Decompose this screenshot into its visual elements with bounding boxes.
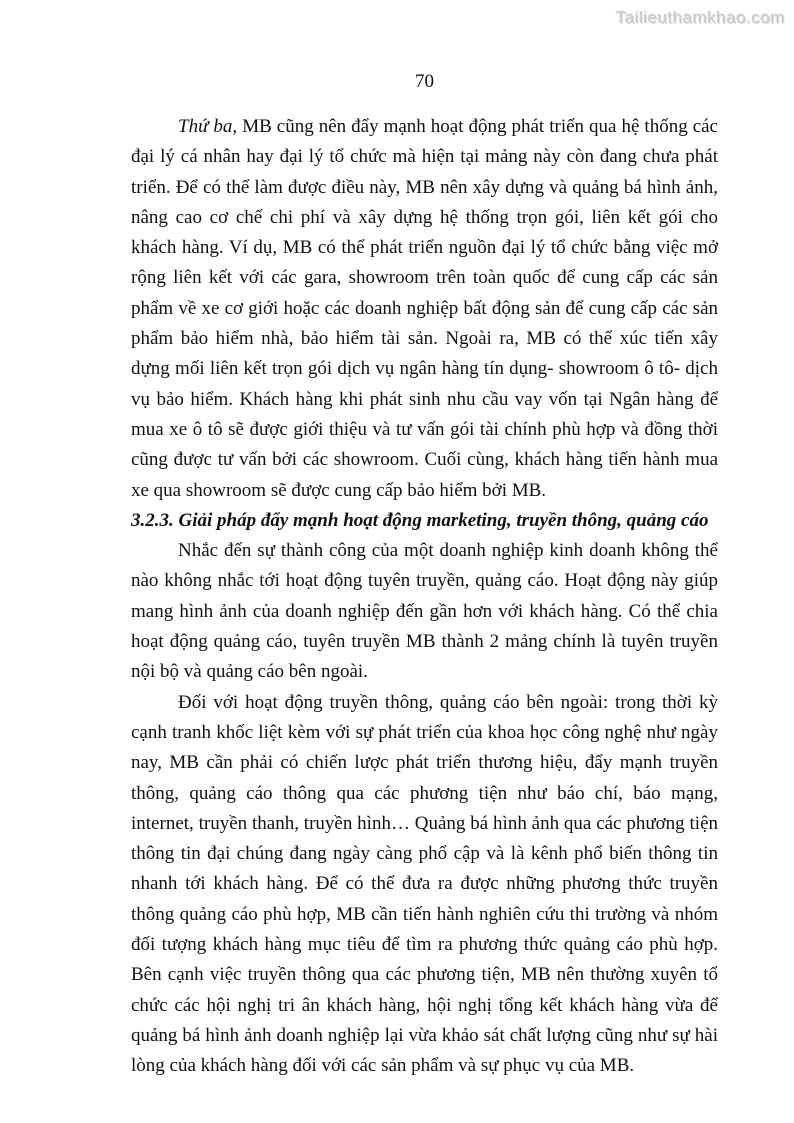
- paragraph-lead-emphasis: Thứ ba,: [178, 116, 238, 137]
- paragraph-agency-development: [131, 112, 718, 506]
- document-body: [131, 112, 718, 1082]
- page-number: 70: [415, 71, 434, 92]
- paragraph-external-media: Đối với hoạt động truyền thông, quảng cáo bên ngoài: trong thời kỳ cạnh tranh khốc liệt kèm với sự phát triển của khoa học công nghệ như ngày nay, MB cần phải có chiến lược phát triển thương hiệu, đẩy mạnh truyền thông, quảng cáo thông qua các phương tiện như báo chí, báo mạng, internet, truyền thanh, truyền hình… Quảng bá hình ảnh qua các phương tiện thông tin đại chúng đang ngày càng phổ cập và là kênh phổ biến thông tin nhanh tới khách hàng. Để có thể đưa ra được những phương thức truyền thông quảng cáo phù hợp, MB cần tiến hành nghiên cứu thi trường và nhóm đối tượng khách hàng mục tiêu để tìm ra phương thức quảng cáo phù hợp. Bên cạnh việc truyền thông qua các phương tiện, MB nên thường xuyên tổ chức các hội nghị tri ân khách hàng, hội nghị tổng kết khách hàng vừa để quảng bá hình ảnh doanh nghiệp lại vừa khảo sát chất lượng cũng như sự hài lòng của khách hàng đối với các sản phẩm và sự phục vụ của MB.: [131, 691, 718, 1077]
- section-heading: 3.2.3. Giải pháp đẩy mạnh hoạt động marketing, truyền thông, quảng cáo: [131, 509, 709, 531]
- paragraph-marketing-intro: Nhắc đến sự thành công của một doanh nghiệp kinh doanh không thể nào không nhắc tới hoạt động tuyên truyền, quảng cáo. Hoạt động này giúp mang hình ảnh của doanh nghiệp đến gần hơn với khách hàng. Có thể chia hoạt động quảng cáo, tuyên truyền MB thành 2 mảng chính là tuyên truyền nội bộ và quảng cáo bên ngoài.: [131, 540, 718, 683]
- paragraph-body-text: MB cũng nên đẩy mạnh hoạt động phát triển qua hệ thống các đại lý cá nhân hay đại lý tổ chức mà hiện tại mảng này còn đang chưa phát triển. Để có thể làm được điều này, MB nên xây dựng và quảng bá hình ảnh, nâng cao cơ chế chi phí và xây dựng hệ thống trọn gói, liên kết gói cho khách hàng. Ví dụ, MB có thể phát triển nguồn đại lý tổ chức bằng việc mở rộng liên kết với các gara, showroom trên toàn quốc để cung cấp các sản phẩm về xe cơ giới hoặc các doanh nghiệp bất động sản để cung cấp các sản phẩm bảo hiểm nhà, bảo hiểm tài sản. Ngoài ra, MB có thể xúc tiến xây dựng mối liên kết trọn gói dịch vụ ngân hàng tín dụng- showroom ô tô- dịch vụ bảo hiểm. Khách hàng khi phát sinh nhu cầu vay vốn tại Ngân hàng để mua xe ô tô sẽ được giới thiệu và tư vấn gói tài chính phù hợp và đồng thời cũng được tư vấn bởi các showroom. Cuối cùng, khách hàng tiến hành mua xe qua showroom sẽ được cung cấp bảo hiểm bởi MB.: [131, 116, 718, 501]
- watermark: Tailieuthamkhao.com: [615, 8, 785, 27]
